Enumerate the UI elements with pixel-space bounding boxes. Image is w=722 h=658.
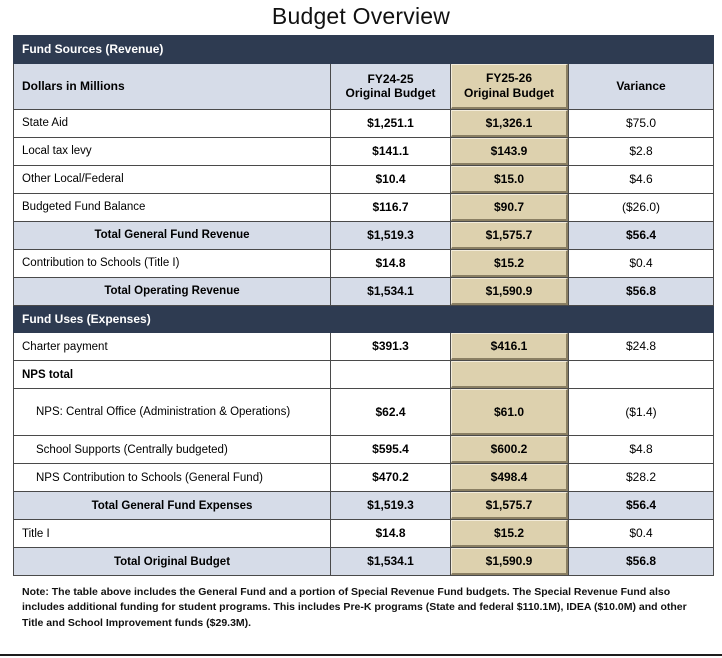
row-fy2526-highlight <box>451 250 568 277</box>
row-variance-value: $56.8 <box>625 283 657 298</box>
row-fy2425-value: $141.1 <box>372 143 409 158</box>
row-fy2526-highlight <box>451 333 568 360</box>
row-label: Title I <box>22 527 50 540</box>
empty-cell <box>451 306 568 333</box>
column-header-variance: Variance <box>616 78 666 93</box>
row-fy2526-cell <box>451 109 569 137</box>
row-label-cell <box>14 333 331 361</box>
section-header-variance-cell <box>569 305 714 333</box>
row-fy2526-value: $143.9 <box>490 143 528 158</box>
row-fy2526-value: $498.4 <box>490 470 528 485</box>
column-header-fy2425 <box>331 66 450 107</box>
row-fy2526-cell <box>451 277 569 305</box>
row-variance-cell <box>569 165 714 193</box>
column-header-fy2526-cell <box>451 63 569 109</box>
row-label-cell <box>14 249 331 277</box>
row-fy2425-cell <box>331 137 451 165</box>
row-fy2425-value: $116.7 <box>372 199 409 214</box>
bottom-divider <box>0 654 722 656</box>
row-fy2526-highlight <box>451 389 568 435</box>
row-fy2526-highlight <box>451 436 568 463</box>
row-label-cell <box>14 137 331 165</box>
row-variance-value: ($1.4) <box>625 404 657 419</box>
row-fy2425-cell <box>331 333 451 361</box>
column-header-fy2425-cell <box>331 63 451 109</box>
section-header-label: Fund Sources (Revenue) <box>22 42 164 56</box>
row-fy2526-highlight <box>451 222 568 249</box>
empty-cell <box>331 306 450 333</box>
row-fy2425-cell <box>331 389 451 436</box>
table-footnote: Note: The table above includes the General Fund and a portion of Special Revenue Fund budgets. The Special Revenue Fund also includes additional funding for student programs. This includes Pre-K programs (State and federal $110.1M), IDEA ($10.0M) and other Title and School Improvement funds ($29.3M). <box>22 586 687 629</box>
row-fy2526-value: $15.2 <box>493 526 525 541</box>
page-title: Budget Overview <box>271 3 451 29</box>
table-row <box>14 361 714 389</box>
row-fy2425-value: $10.4 <box>375 171 406 186</box>
section-header-label-cell <box>14 36 331 64</box>
row-fy2526-value: $15.2 <box>493 255 525 270</box>
section-header-fy2526-cell <box>451 305 569 333</box>
row-fy2425-value: $1,251.1 <box>367 115 414 130</box>
row-fy2526-value: $600.2 <box>490 442 528 457</box>
row-label-cell <box>14 492 331 520</box>
row-fy2425-cell <box>331 492 451 520</box>
row-fy2526-cell <box>451 137 569 165</box>
row-fy2526-highlight <box>451 464 568 491</box>
row-fy2526-cell <box>451 361 569 389</box>
fy2526-header-line2: Original Budget <box>464 85 554 100</box>
row-fy2425-cell <box>331 165 451 193</box>
budget-table-body <box>14 36 714 576</box>
row-variance-value: $75.0 <box>625 115 657 130</box>
row-fy2526-value: $61.0 <box>493 404 525 419</box>
row-fy2526-cell <box>451 165 569 193</box>
column-header-dollars-in-millions: Dollars in Millions <box>22 78 125 93</box>
row-fy2526-highlight <box>451 138 568 165</box>
table-row <box>14 137 714 165</box>
row-label: NPS: Central Office (Administration & Operations) <box>36 406 291 419</box>
row-fy2425-value: $1,519.3 <box>367 498 414 513</box>
section-header-label: Fund Uses (Expenses) <box>22 311 151 326</box>
row-fy2425-cell <box>331 249 451 277</box>
row-fy2526-value: $1,590.9 <box>485 283 533 298</box>
table-row <box>14 464 714 492</box>
section-header-fy2425-cell <box>331 36 451 64</box>
row-label-cell <box>14 548 331 576</box>
row-variance-cell <box>569 389 714 436</box>
row-fy2526-highlight <box>451 110 568 137</box>
table-row-total <box>14 492 714 520</box>
row-label: Charter payment <box>22 340 108 353</box>
row-fy2526-value: $15.0 <box>493 171 525 186</box>
table-row <box>14 389 714 436</box>
row-label-cell <box>14 361 331 389</box>
row-variance-value: $56.4 <box>625 227 657 242</box>
row-fy2425-value: $470.2 <box>372 470 409 485</box>
row-fy2526-value <box>507 367 510 381</box>
empty-cell <box>569 306 713 333</box>
row-variance-value: $56.4 <box>625 498 657 513</box>
row-fy2425-value: $62.4 <box>375 404 406 419</box>
row-variance-value: $0.4 <box>629 526 653 541</box>
section-header-fy2526-cell <box>451 36 569 64</box>
row-variance-cell <box>569 436 714 464</box>
empty-cell <box>451 36 568 63</box>
row-label: Budgeted Fund Balance <box>22 201 146 214</box>
table-row <box>14 333 714 361</box>
table-row <box>14 193 714 221</box>
row-variance-value: $0.4 <box>629 255 653 270</box>
row-variance-value: $56.8 <box>625 554 657 569</box>
row-fy2526-value: $1,575.7 <box>485 227 533 242</box>
row-variance-value: $24.8 <box>625 339 657 354</box>
row-fy2526-highlight <box>451 548 568 575</box>
row-fy2425-cell <box>331 109 451 137</box>
row-fy2425-value: $1,534.1 <box>367 554 414 569</box>
row-label-cell <box>14 277 331 305</box>
row-label-cell <box>14 520 331 548</box>
budget-table-container <box>13 35 713 576</box>
section-header-row <box>14 305 714 333</box>
row-fy2526-value: $416.1 <box>490 339 528 354</box>
empty-cell <box>331 36 450 63</box>
row-label: Total Operating Revenue <box>104 285 240 298</box>
row-variance-cell <box>569 548 714 576</box>
section-header-label-cell <box>14 305 331 333</box>
row-label: NPS total <box>22 368 74 381</box>
row-variance-cell <box>569 464 714 492</box>
row-label-cell <box>14 436 331 464</box>
row-variance-cell <box>569 221 714 249</box>
row-fy2526-highlight <box>451 194 568 221</box>
row-variance-value: $4.6 <box>629 171 653 186</box>
section-header-row <box>14 36 714 64</box>
row-fy2526-value: $1,326.1 <box>485 115 533 130</box>
row-fy2526-cell <box>451 249 569 277</box>
row-fy2425-value: $14.8 <box>375 255 406 270</box>
table-row-total <box>14 277 714 305</box>
row-label-cell <box>14 109 331 137</box>
row-fy2425-cell <box>331 361 451 389</box>
row-fy2425-value: $595.4 <box>372 442 409 457</box>
row-fy2526-cell <box>451 436 569 464</box>
row-fy2526-cell <box>451 333 569 361</box>
table-row-total <box>14 548 714 576</box>
row-label-cell <box>14 193 331 221</box>
row-fy2526-cell <box>451 389 569 436</box>
row-label: Total Original Budget <box>113 555 231 568</box>
table-row <box>14 109 714 137</box>
row-fy2425-value: $391.3 <box>372 339 409 354</box>
budget-table <box>13 35 714 576</box>
row-label: School Supports (Centrally budgeted) <box>36 443 228 456</box>
row-label: Total General Fund Expenses <box>91 499 253 512</box>
row-label: Other Local/Federal <box>22 173 124 186</box>
table-row <box>14 165 714 193</box>
row-fy2425-cell <box>331 520 451 548</box>
section-header-variance-cell <box>569 36 714 64</box>
row-variance-cell <box>569 277 714 305</box>
row-fy2425-value: $14.8 <box>375 526 406 541</box>
column-header-fy2526-highlight <box>451 64 568 109</box>
row-label: State Aid <box>22 117 69 130</box>
row-variance-cell <box>569 520 714 548</box>
row-fy2526-cell <box>451 548 569 576</box>
row-fy2425-cell <box>331 548 451 576</box>
row-variance-cell <box>569 492 714 520</box>
row-label: Contribution to Schools (Title I) <box>22 257 180 270</box>
table-row <box>14 436 714 464</box>
row-fy2526-highlight <box>451 278 568 305</box>
row-fy2526-cell <box>451 193 569 221</box>
table-row <box>14 249 714 277</box>
row-fy2526-highlight <box>451 520 568 547</box>
table-row <box>14 520 714 548</box>
row-variance-cell <box>569 361 714 389</box>
row-variance-value: ($26.0) <box>621 199 661 214</box>
row-fy2425-value: $1,534.1 <box>367 283 414 298</box>
row-fy2526-highlight <box>451 361 568 388</box>
table-row-total <box>14 221 714 249</box>
row-fy2425-value: $1,519.3 <box>367 227 414 242</box>
section-header-fy2425-cell <box>331 305 451 333</box>
fy2526-header-line1: FY25-26 <box>485 70 533 85</box>
row-fy2425-cell <box>331 221 451 249</box>
row-variance-cell <box>569 109 714 137</box>
row-fy2425-cell <box>331 464 451 492</box>
row-label-cell <box>14 389 331 436</box>
row-variance-cell <box>569 249 714 277</box>
row-fy2526-cell <box>451 520 569 548</box>
row-variance-value: $4.8 <box>629 442 653 457</box>
row-fy2526-value: $1,590.9 <box>485 554 533 569</box>
row-variance-cell <box>569 193 714 221</box>
row-variance-cell <box>569 137 714 165</box>
row-fy2526-cell <box>451 492 569 520</box>
row-fy2425-cell <box>331 193 451 221</box>
row-label-cell <box>14 221 331 249</box>
row-variance-value <box>569 361 713 388</box>
row-fy2526-value: $90.7 <box>493 199 525 214</box>
row-fy2526-highlight <box>451 166 568 193</box>
column-header-dollars-in-millions-cell <box>14 63 331 109</box>
empty-cell <box>569 36 713 63</box>
row-variance-value: $2.8 <box>629 143 653 158</box>
row-label-cell <box>14 464 331 492</box>
row-variance-value: $28.2 <box>625 470 657 485</box>
row-label: Local tax levy <box>22 145 92 158</box>
row-fy2526-cell <box>451 221 569 249</box>
fy2425-header-line1: FY24-25 <box>367 71 414 86</box>
column-header-row <box>14 63 714 109</box>
row-fy2425-cell <box>331 277 451 305</box>
row-label: Total General Fund Revenue <box>94 229 250 242</box>
row-fy2526-value: $1,575.7 <box>485 498 533 513</box>
row-fy2526-highlight <box>451 492 568 519</box>
row-fy2526-cell <box>451 464 569 492</box>
row-label: NPS Contribution to Schools (General Fund) <box>36 471 263 484</box>
fy2425-header-line2: Original Budget <box>345 86 436 101</box>
row-fy2425-cell <box>331 436 451 464</box>
row-variance-cell <box>569 333 714 361</box>
row-label-cell <box>14 165 331 193</box>
row-fy2425-value <box>331 361 450 388</box>
column-header-variance-cell <box>569 63 714 109</box>
